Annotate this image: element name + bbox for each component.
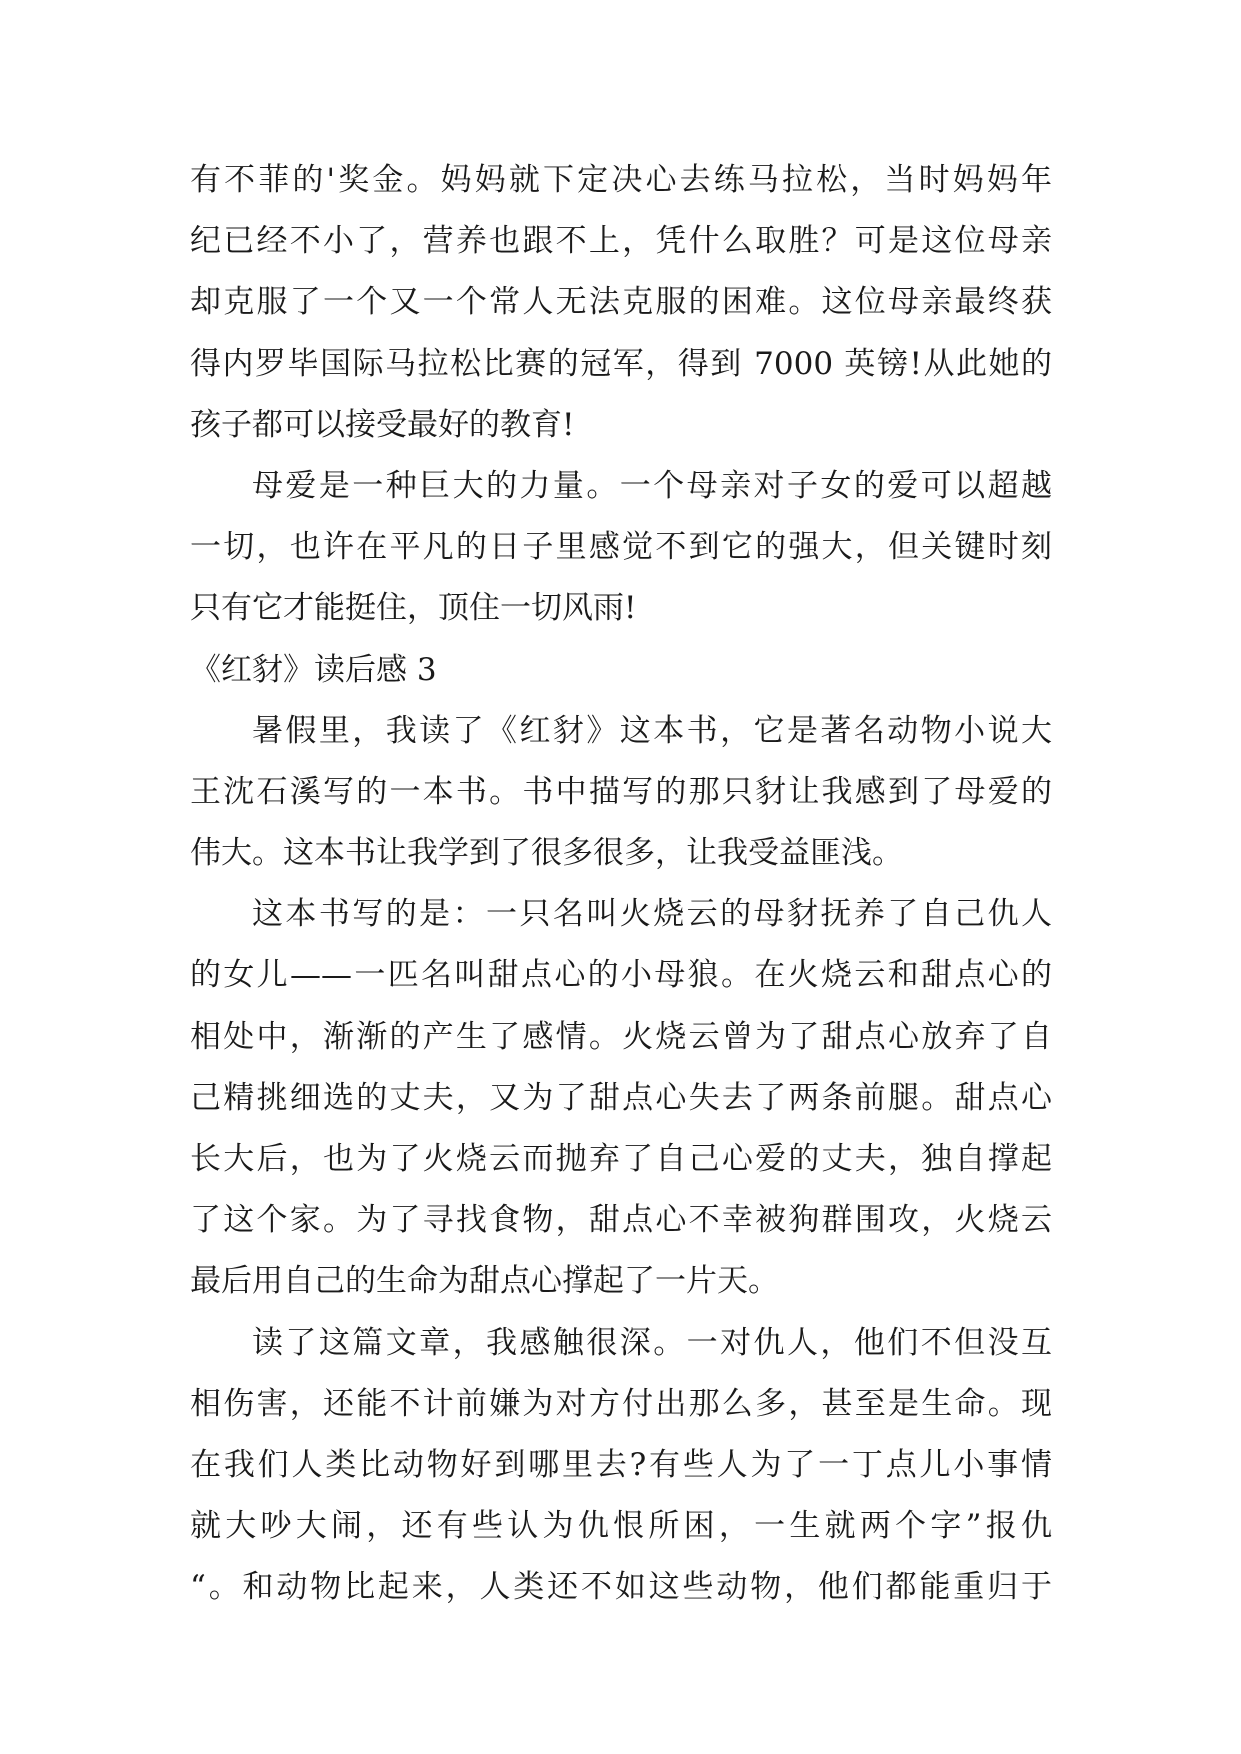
- text-line: 纪已经不小了，营养也跟不上，凭什么取胜？可是这位母亲: [190, 223, 1052, 260]
- text-line: 相伤害，还能不计前嫌为对方付出那么多，甚至是生命。现: [190, 1385, 1052, 1422]
- text-line: 只有它才能挺住，顶住一切风雨!: [190, 590, 637, 627]
- text-line: 有不菲的'奖金。妈妈就下定决心去练马拉松，当时妈妈年: [190, 162, 1052, 198]
- text-line: 长大后，也为了火烧云而抛弃了自己心爱的丈夫，独自撑起: [190, 1141, 1052, 1177]
- text-line: 得内罗毕国际马拉松比赛的冠军，得到 7000 英镑!从此她的: [190, 345, 1052, 382]
- text-line: 己精挑细选的丈夫，又为了甜点心失去了两条前腿。甜点心: [190, 1079, 1052, 1116]
- text-line: 孩子都可以接受最好的教育!: [190, 406, 575, 443]
- text-line: 读了这篇文章，我感触很深。一对仇人，他们不但没互: [252, 1324, 1052, 1361]
- text-line: 在我们人类比动物好到哪里去?有些人为了一丁点儿小事情: [190, 1446, 1052, 1483]
- text-line: “。和动物比起来，人类还不如这些动物，他们都能重归于: [190, 1569, 1052, 1606]
- text-line: 一切，也许在平凡的日子里感觉不到它的强大，但关键时刻: [190, 529, 1052, 566]
- text-line: 了这个家。为了寻找食物，甜点心不幸被狗群围攻，火烧云: [190, 1202, 1052, 1239]
- text-line: 最后用自己的生命为甜点心撑起了一片天。: [190, 1263, 779, 1300]
- document-body: [190, 150, 1052, 1619]
- text-line: 王沈石溪写的一本书。书中描写的那只豺让我感到了母爱的: [190, 773, 1052, 810]
- section-heading: 《红豺》读后感 3: [190, 651, 437, 688]
- text-line: 这本书写的是：一只名叫火烧云的母豺抚养了自己仇人: [252, 896, 1052, 933]
- text-line: 却克服了一个又一个常人无法克服的困难。这位母亲最终获: [190, 284, 1052, 321]
- text-line: 暑假里，我读了《红豺》这本书，它是著名动物小说大: [252, 712, 1052, 749]
- text-line: 的女儿——一匹名叫甜点心的小母狼。在火烧云和甜点心的: [190, 957, 1052, 994]
- text-line: 就大吵大闹，还有些认为仇恨所困，一生就两个字”报仇: [190, 1508, 1052, 1545]
- text-line: 伟大。这本书让我学到了很多很多，让我受益匪浅。: [190, 835, 903, 872]
- text-line: 母爱是一种巨大的力量。一个母亲对子女的爱可以超越: [252, 467, 1052, 504]
- text-line: 相处中，渐渐的产生了感情。火烧云曾为了甜点心放弃了自: [190, 1018, 1052, 1055]
